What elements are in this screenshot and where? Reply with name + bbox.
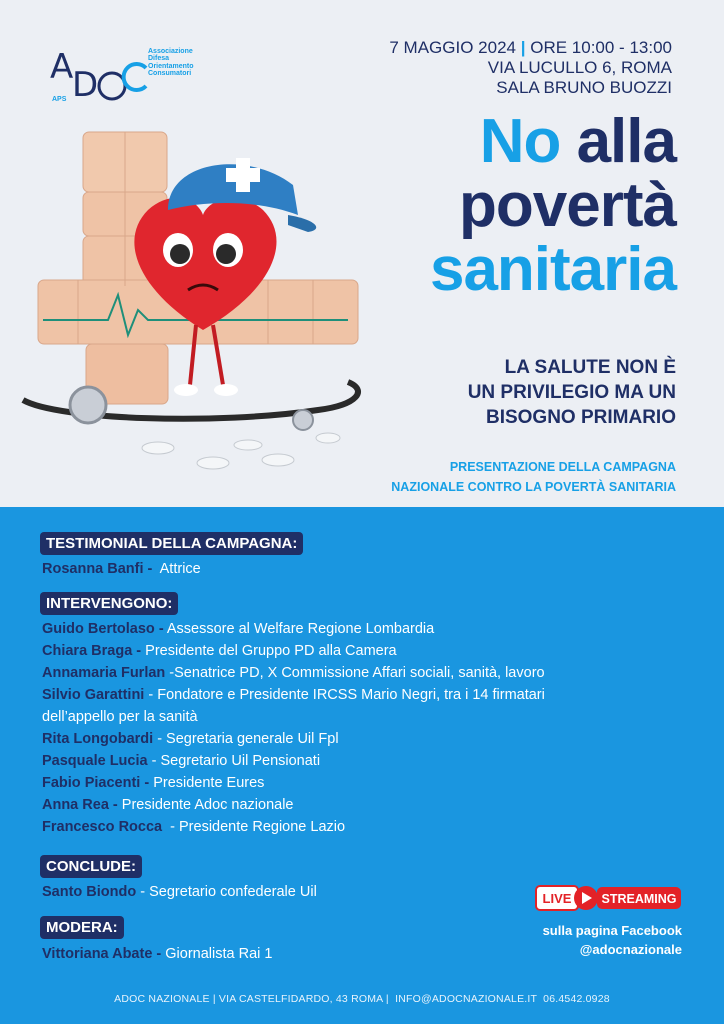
headline-sanitaria: sanitaria bbox=[429, 235, 676, 304]
facebook-info bbox=[543, 921, 682, 959]
speaker-row bbox=[42, 772, 264, 794]
event-separator: | bbox=[520, 38, 526, 57]
speaker-name: Annamaria Furlan bbox=[42, 665, 166, 681]
speaker-role: - Segretaria generale Uil Fpl bbox=[153, 731, 339, 747]
logo-aps: APS bbox=[52, 96, 67, 103]
facebook-page-text: sulla pagina Facebook bbox=[542, 923, 682, 938]
footer-contacts: ADOC NAZIONALE | VIA CASTELFIDARDO, 43 ROMA | INFO@ADOCNAZIONALE.IT 06.4542.0928 bbox=[114, 993, 610, 1005]
speaker-role: dell’appello per la sanità bbox=[42, 709, 198, 725]
campaign-presentation bbox=[391, 457, 676, 497]
logo-letter-c bbox=[124, 64, 146, 90]
speaker-role: -Senatrice PD, X Commissione Affari sociali, sanità, lavoro bbox=[165, 665, 545, 681]
speaker-role: - Segretario Uil Pensionati bbox=[147, 753, 321, 769]
speaker-row bbox=[42, 662, 545, 684]
speaker-row bbox=[42, 816, 345, 838]
speaker-name: Guido Bertolaso - bbox=[42, 621, 164, 637]
logo-letter-o bbox=[99, 73, 125, 99]
moderator-name: Vittoriana Abate - bbox=[42, 946, 162, 962]
testimonial-role: Attrice bbox=[152, 561, 201, 577]
event-address: VIA LUCULLO 6, ROMA bbox=[487, 58, 672, 77]
speaker-row bbox=[42, 728, 339, 750]
tagline-line: LA SALUTE NON È bbox=[504, 357, 676, 378]
moderator-role: Giornalista Rai 1 bbox=[161, 946, 273, 962]
speaker-name: Pasquale Lucia bbox=[42, 753, 148, 769]
live-text: LIVE bbox=[542, 891, 572, 906]
interventions-badge: INTERVENGONO: bbox=[40, 592, 178, 615]
speaker-name: Francesco Rocca bbox=[42, 819, 163, 835]
conclusion-line bbox=[42, 881, 317, 903]
speaker-role: Presidente Adoc nazionale bbox=[117, 797, 294, 813]
speaker-row bbox=[42, 640, 397, 662]
testimonial-badge: TESTIMONIAL DELLA CAMPAGNA: bbox=[40, 532, 303, 555]
event-info bbox=[389, 38, 672, 98]
presentation-line: NAZIONALE CONTRO LA POVERTÀ SANITARIA bbox=[391, 480, 676, 494]
moderator-line bbox=[42, 943, 272, 965]
speaker-row-continuation bbox=[42, 706, 198, 728]
speaker-name: Chiara Braga - bbox=[42, 643, 142, 659]
speaker-role: - Fondatore e Presidente IRCSS Mario Negri, tra i 14 firmatari bbox=[144, 687, 545, 703]
speaker-name: Fabio Piacenti - bbox=[42, 775, 150, 791]
tagline bbox=[468, 355, 676, 430]
tagline-line: BISOGNO PRIMARIO bbox=[485, 407, 676, 428]
logo-assoc-line: Orientamento bbox=[148, 62, 194, 70]
speaker-row bbox=[42, 794, 294, 816]
speaker-row bbox=[42, 684, 545, 706]
logo-assoc-line: Difesa bbox=[148, 55, 170, 63]
event-room: SALA BRUNO BUOZZI bbox=[496, 78, 672, 97]
headline-alla: alla bbox=[576, 107, 676, 176]
event-date: 7 MAGGIO 2024 bbox=[389, 38, 516, 57]
speaker-name: Anna Rea - bbox=[42, 797, 118, 813]
adoc-logo bbox=[50, 44, 230, 106]
speaker-role: - Presidente Regione Lazio bbox=[162, 819, 346, 835]
logo-letter-a: A bbox=[50, 47, 74, 87]
conclusion-badge: CONCLUDE: bbox=[40, 855, 142, 878]
headline bbox=[429, 107, 676, 304]
headline-no: No bbox=[479, 107, 561, 176]
speaker-role: Assessore al Welfare Regione Lombardia bbox=[163, 621, 435, 637]
testimonial-line bbox=[42, 558, 201, 580]
speaker-role: Presidente del Gruppo PD alla Camera bbox=[141, 643, 397, 659]
speaker-role: Presidente Eures bbox=[149, 775, 265, 791]
conclusion-name: Santo Biondo bbox=[42, 884, 137, 900]
event-date-time bbox=[389, 38, 672, 58]
moderator-badge: MODERA: bbox=[40, 916, 124, 939]
live-streaming-badge[interactable] bbox=[535, 884, 683, 912]
event-time: ORE 10:00 - 13:00 bbox=[530, 38, 672, 57]
logo-letter-d: D bbox=[72, 65, 99, 104]
facebook-handle[interactable]: @adocnazionale bbox=[579, 942, 682, 957]
tagline-line: UN PRIVILEGIO MA UN bbox=[467, 382, 676, 403]
logo-association-name bbox=[148, 48, 194, 78]
logo-assoc-line: Associazione bbox=[148, 48, 193, 55]
speaker-name: Rita Longobardi bbox=[42, 731, 154, 747]
logo-assoc-line: Consumatori bbox=[148, 70, 192, 78]
presentation-line: PRESENTAZIONE DELLA CAMPAGNA bbox=[449, 460, 676, 474]
conclusion-role: - Segretario confederale Uil bbox=[136, 884, 317, 900]
headline-poverta: povertà bbox=[459, 171, 676, 240]
testimonial-name: Rosanna Banfi - bbox=[42, 561, 153, 577]
streaming-text: STREAMING bbox=[601, 892, 677, 906]
sad-heart-illustration bbox=[18, 120, 388, 485]
speaker-name: Silvio Garattini bbox=[42, 687, 145, 703]
speaker-row bbox=[42, 750, 320, 772]
adoc-logo-mark bbox=[50, 44, 160, 104]
pills-icon bbox=[142, 433, 340, 469]
speaker-row bbox=[42, 618, 434, 640]
